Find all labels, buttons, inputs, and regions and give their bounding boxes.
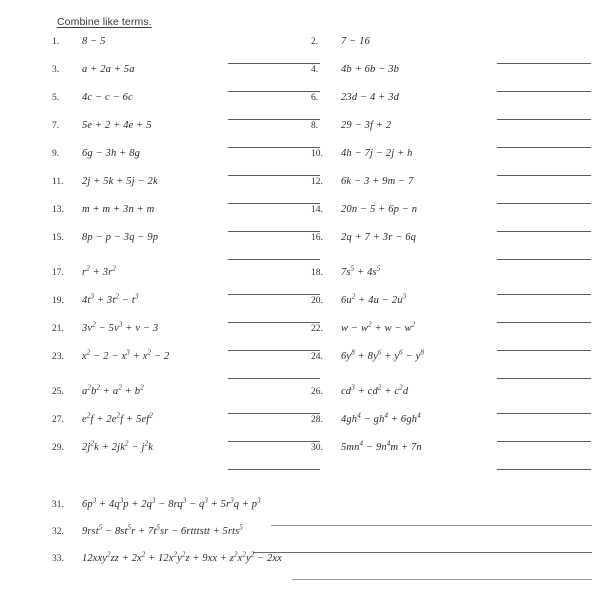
problem-expression: $e^2f + 2e^2f + 5ef^2$: [82, 411, 154, 425]
problem-expression: $2j^2k + 2jk^2 - j^2k$: [82, 439, 154, 453]
answer-blank[interactable]: [228, 285, 320, 295]
problem-number: 24.: [311, 352, 323, 362]
problem-expression: $x^2 - 2 - x^3 + x^2 - 2$: [82, 348, 170, 362]
worksheet-instruction: Combine like terms.: [57, 16, 152, 28]
problem-expression: $6p^3 + 4q^3p + 2q^3 - 8rq^3 - q^3 + 5r^3q + p^3$: [82, 496, 261, 510]
answer-blank[interactable]: [228, 138, 320, 148]
problem-expression: a + 2a + 5a: [82, 64, 135, 75]
problem-expression: $4t^3 + 3t^2 - t^3$: [82, 292, 139, 306]
problem-expression: 5e + 2 + 4e + 5: [82, 120, 152, 131]
answer-blank[interactable]: [497, 250, 591, 260]
problem-expression: 2q + 7 + 3r − 6q: [341, 232, 417, 243]
answer-blank[interactable]: [228, 222, 320, 232]
problem-expression: $4gh^4 - gh^4 + 6gh^4$: [341, 411, 421, 425]
problem-number: 4.: [311, 65, 319, 75]
problem-expression: $12xxy^2zz + 2x^2 + 12x^2y^2z + 9xx + z^2x^2y^2 - 2xx$: [82, 550, 282, 564]
problem-expression: 4b + 6b − 3b: [341, 64, 399, 75]
problem-expression: $cd^3 + cd^2 + c^2d$: [341, 383, 409, 397]
problem-number: 19.: [52, 296, 64, 306]
problem-number: 11.: [52, 177, 64, 187]
answer-blank[interactable]: [497, 313, 591, 323]
problem-row: [311, 148, 591, 176]
problem-row: [52, 523, 592, 553]
problem-expression: 6g − 3h + 8g: [82, 148, 140, 159]
problem-expression: $r^2 + 3r^2$: [82, 264, 116, 278]
problem-number: 25.: [52, 387, 64, 397]
answer-blank[interactable]: [228, 313, 320, 323]
problem-row: [311, 439, 591, 470]
problem-number: 22.: [311, 324, 323, 334]
answer-blank[interactable]: [497, 341, 591, 351]
answer-blank[interactable]: [228, 341, 320, 351]
answer-blank[interactable]: [271, 516, 592, 526]
problem-number: 9.: [52, 149, 60, 159]
problem-number: 29.: [52, 443, 64, 453]
problem-row: [311, 92, 591, 120]
problem-row: [52, 36, 320, 64]
problem-number: 33.: [52, 554, 64, 564]
answer-blank[interactable]: [228, 369, 320, 379]
problem-number: 7.: [52, 121, 60, 131]
problem-expression: 29 − 3f + 2: [341, 120, 392, 131]
answer-blank[interactable]: [497, 460, 591, 470]
answer-blank[interactable]: [228, 54, 320, 64]
problem-number: 16.: [311, 233, 323, 243]
problem-row: [52, 383, 320, 414]
problem-row: [311, 36, 591, 64]
answer-blank[interactable]: [228, 166, 320, 176]
problem-row: [52, 148, 320, 176]
problem-row: [52, 550, 592, 580]
answer-blank[interactable]: [228, 110, 320, 120]
answer-blank[interactable]: [292, 570, 592, 580]
problem-number: 32.: [52, 527, 64, 537]
answer-blank[interactable]: [497, 82, 591, 92]
problem-row: [311, 64, 591, 92]
problem-number: 27.: [52, 415, 64, 425]
problem-row: [52, 292, 320, 323]
problem-number: 14.: [311, 205, 323, 215]
problem-row: [52, 64, 320, 92]
answer-blank[interactable]: [228, 194, 320, 204]
problem-expression: $6u^2 + 4u - 2u^3$: [341, 292, 407, 306]
answer-blank[interactable]: [497, 110, 591, 120]
answer-blank[interactable]: [228, 404, 320, 414]
problem-number: 28.: [311, 415, 323, 425]
problem-expression: $7s^5 + 4s^5$: [341, 264, 381, 278]
problem-expression: m + m + 3n + m: [82, 204, 155, 215]
problem-number: 31.: [52, 500, 64, 510]
problem-row: [311, 411, 591, 442]
problem-expression: 6k − 3 + 9m − 7: [341, 176, 414, 187]
problem-expression: $3v^2 - 5v^3 + v - 3$: [82, 320, 159, 334]
problem-row: [311, 383, 591, 414]
problem-expression: 23d − 4 + 3d: [341, 92, 399, 103]
problem-number: 17.: [52, 268, 64, 278]
page-header-artifact: [355, 0, 590, 11]
problem-number: 5.: [52, 93, 60, 103]
problem-row: [52, 264, 320, 295]
problem-expression: 7 − 16: [341, 36, 370, 47]
answer-blank[interactable]: [497, 222, 591, 232]
problem-row: [52, 320, 320, 351]
problem-expression: 20n − 5 + 6p − n: [341, 204, 418, 215]
answer-blank[interactable]: [497, 138, 591, 148]
problem-number: 8.: [311, 121, 319, 131]
problem-number: 15.: [52, 233, 64, 243]
problem-column-left: [52, 36, 320, 470]
problem-row: [52, 439, 320, 470]
problem-row: [311, 176, 591, 204]
problem-number: 13.: [52, 205, 64, 215]
answer-blank[interactable]: [497, 404, 591, 414]
problem-number: 21.: [52, 324, 64, 334]
answer-blank[interactable]: [497, 285, 591, 295]
problem-row: [311, 348, 591, 379]
answer-blank[interactable]: [497, 54, 591, 64]
problem-row: [52, 204, 320, 232]
answer-blank[interactable]: [228, 250, 320, 260]
answer-blank[interactable]: [497, 369, 591, 379]
problem-row: [52, 92, 320, 120]
problem-number: 26.: [311, 387, 323, 397]
problem-expression: $5mn^4 - 9n^4m + 7n$: [341, 439, 422, 453]
problem-row: [52, 232, 320, 260]
problem-number: 20.: [311, 296, 323, 306]
problem-number: 2.: [311, 37, 319, 47]
problem-row: [52, 411, 320, 442]
problem-expression: $a^2b^2 + a^2 + b^2$: [82, 383, 144, 397]
problem-row: [52, 496, 592, 526]
problem-expression: 8p − p − 3q − 9p: [82, 232, 159, 243]
problem-row: [52, 348, 320, 379]
answer-blank[interactable]: [497, 166, 591, 176]
problem-number: 6.: [311, 93, 319, 103]
problem-number: 23.: [52, 352, 64, 362]
problem-row: [311, 264, 591, 295]
answer-blank[interactable]: [497, 432, 591, 442]
problem-column-right: [311, 36, 591, 470]
answer-blank[interactable]: [228, 82, 320, 92]
problem-expression: 4h − 7j − 2j + h: [341, 148, 413, 159]
problem-row: [311, 232, 591, 260]
problem-expression: $w - w^2 + w - w^2$: [341, 320, 416, 334]
problem-number: 1.: [52, 37, 60, 47]
problem-row: [52, 176, 320, 204]
problem-expression: 4c − c − 6c: [82, 92, 133, 103]
problem-expression: $6y^8 + 8y^6 + y^6 - y^8$: [341, 348, 425, 362]
answer-blank[interactable]: [228, 460, 320, 470]
problem-number: 10.: [311, 149, 323, 159]
answer-blank[interactable]: [497, 194, 591, 204]
problem-expression: $9rst^5 - 8st^5r + 7t^5sr$ − 6rtttstt + 5rts$^5$: [82, 523, 243, 537]
problem-number: 3.: [52, 65, 60, 75]
problem-row: [311, 320, 591, 351]
problem-number: 18.: [311, 268, 323, 278]
problem-row: [311, 120, 591, 148]
problem-number: 12.: [311, 177, 323, 187]
problem-row: [311, 204, 591, 232]
problem-row: [52, 120, 320, 148]
answer-blank[interactable]: [253, 543, 592, 553]
problem-row: [311, 292, 591, 323]
problem-expression: 8 − 5: [82, 36, 106, 47]
problem-expression: 2j + 5k + 5j − 2k: [82, 176, 158, 187]
answer-blank[interactable]: [228, 432, 320, 442]
wide-problem-list: [52, 496, 592, 580]
problem-number: 30.: [311, 443, 323, 453]
